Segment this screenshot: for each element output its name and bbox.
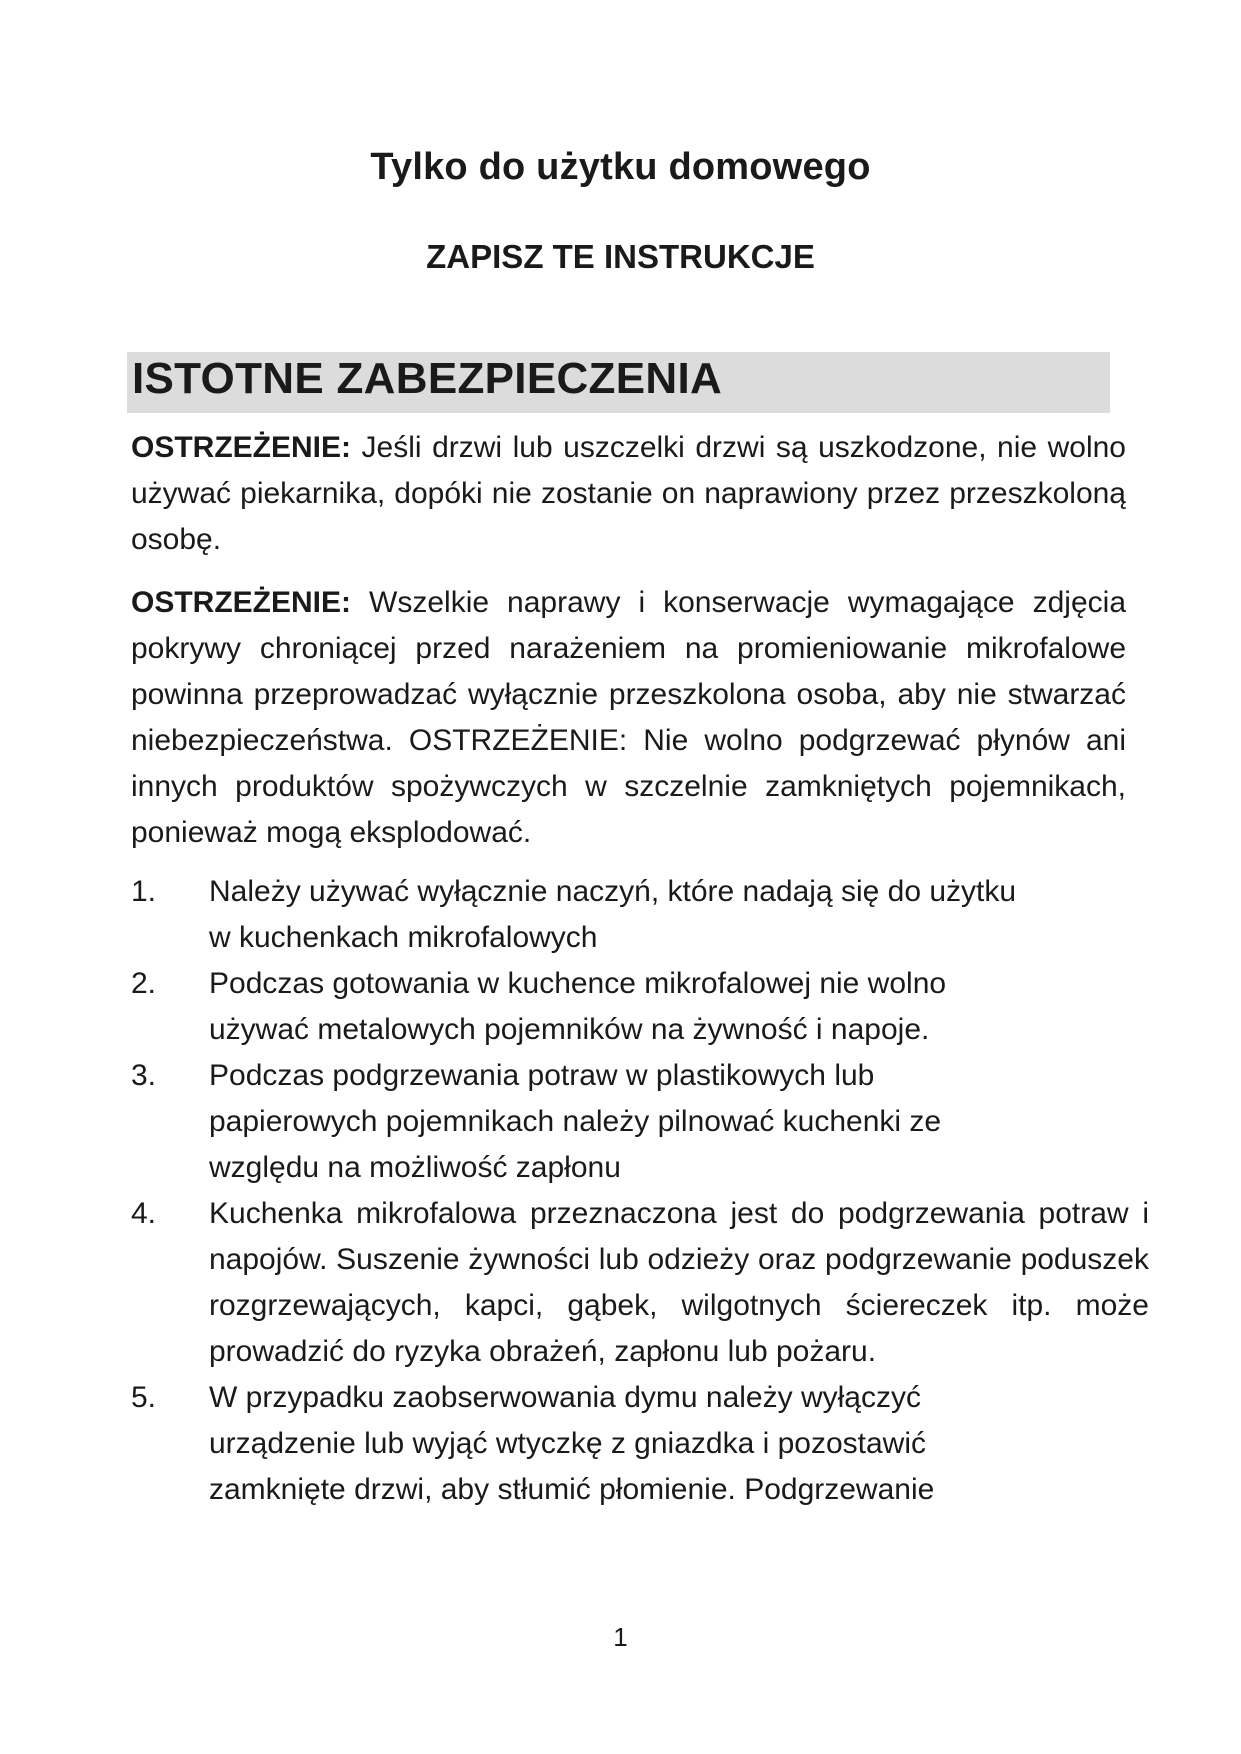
list-item-number: 3. — [131, 1059, 157, 1092]
list-item — [131, 1053, 1169, 1191]
list-item — [131, 1375, 1169, 1513]
warning-label: OSTRZEŻENIE: — [131, 586, 352, 619]
page-title: Tylko do użytku domowego — [370, 146, 871, 188]
list-item — [131, 1191, 1151, 1375]
list-item-text: W przypadku zaobserwowania dymu należy wyłączyć urządzenie lub wyjąć wtyczkę z gniazdka i pozostawić zamknięte drzwi, aby stłumić płomienie. Podgrzewanie — [209, 1381, 935, 1506]
warning-paragraph — [131, 580, 1126, 856]
safety-list — [131, 869, 1151, 1513]
section-heading: ISTOTNE ZABEZPIECZENIA — [132, 354, 723, 403]
page-subtitle: ZAPISZ TE INSTRUKCJE — [426, 238, 815, 275]
list-item-number: 1. — [131, 875, 157, 908]
list-item-text: Podczas podgrzewania potraw w plastikowych lub papierowych pojemnikach należy pilnować kuchenki ze względu na możliwość zapłonu — [209, 1059, 942, 1184]
list-item — [131, 961, 1169, 1053]
page-number: 1 — [613, 1622, 628, 1652]
warning-paragraph — [131, 425, 1126, 563]
warning-label: OSTRZEŻENIE: — [131, 431, 352, 464]
list-item-number: 5. — [131, 1381, 157, 1414]
list-item-text: Należy używać wyłącznie naczyń, które nadają się do użytku w kuchenkach mikrofalowych — [209, 875, 1017, 954]
warning-text: Jeśli drzwi lub uszczelki drzwi są uszkodzone, nie wolno używać piekarnika, dopóki nie zostanie on naprawiony przez przeszkoloną osobę. — [131, 431, 1126, 556]
warning-text: Wszelkie naprawy i konserwacje wymagające zdjęcia pokrywy chroniącej przed narażeniem na promieniowanie mikrofalowe powinna przeprowadzać wyłącznie przeszkolona osoba, aby nie stwarzać niebezpieczeństwa. OSTRZEŻENIE: Nie wolno podgrzewać płynów ani innych produktów spożywczych w szczelnie zamkniętych pojemnikach, ponieważ mogą eksplodować. — [131, 586, 1126, 849]
list-item-number: 2. — [131, 967, 157, 1000]
list-item-text: Podczas gotowania w kuchence mikrofalowej nie wolno używać metalowych pojemników na żywność i napoje. — [209, 967, 947, 1046]
list-item-number: 4. — [131, 1197, 157, 1230]
list-item — [131, 869, 1169, 961]
list-item-text: Kuchenka mikrofalowa przeznaczona jest do podgrzewania potraw i napojów. Suszenie żywności lub odzieży oraz podgrzewanie poduszek rozgrzewających, kapci, gąbek, wilgotnych ściereczek itp. może prowadzić do ryzyka obrażeń, zapłonu lub pożaru. — [209, 1197, 1149, 1368]
